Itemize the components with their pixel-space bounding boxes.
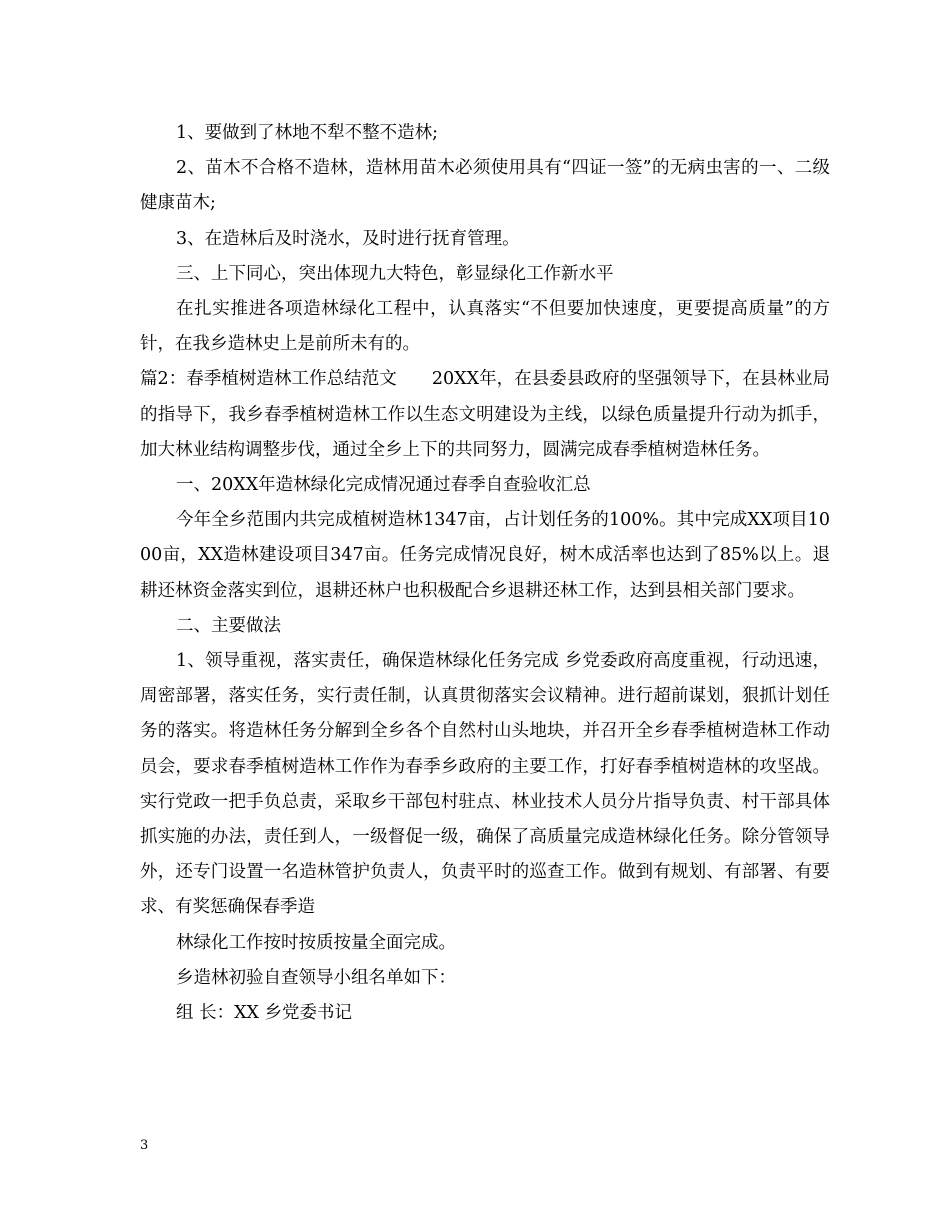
list-entry: 组 长：XX 乡党委书记: [176, 1003, 353, 1024]
section-heading: 三、上下同心，突出体现九大特色，彰显绿化工作新水平: [176, 263, 614, 284]
paragraph: 在扎实推进各项造林绿化工程中，认真落实“不但要加快速度，更要提高质量”的方针，在我乡造林史上是前所未有的。: [140, 299, 830, 355]
paragraph: 乡造林初验自查领导小组名单如下：: [176, 967, 456, 988]
paragraph: 3、在造林后及时浇水，及时进行抚育管理。: [176, 228, 520, 249]
paragraph: 1、领导重视，落实责任，确保造林绿化任务完成 乡党委政府高度重视，行动迅速，周密部署，落实任务，实行责任制，认真贯彻落实会议精神。进行超前谋划，狠抓计划任务的落实。将造林任务分解到全乡各个自然村山头地块，并召开全乡春季植树造林工作动员会，要求春季植树造林工作作为春季乡政府的主要工作，打好春季植树造林的攻坚战。实行党政一把手负总责，采取乡干部包村驻点、林业技术人员分片指导负责、村干部具体抓实施的办法，责任到人，一级督促一级，确保了高质量完成造林绿化任务。除分管领导外，还专门设置一名造林管护负责人，负责平时的巡查工作。做到有规划、有部署、有要求、有奖惩确保春季造: [140, 651, 830, 918]
paragraph: 2、苗木不合格不造林，造林用苗木必须使用具有“四证一签”的无病虫害的一、二级健康苗木;: [140, 158, 830, 214]
page-number: 3: [140, 1138, 149, 1153]
paragraph: 林绿化工作按时按质按量全面完成。: [176, 932, 456, 953]
article-heading-paragraph: 篇2：春季植树造林工作总结范文 20XX年，在县委县政府的坚强领导下，在县林业局的指导下，我乡春季植树造林工作以生态文明建设为主线，以绿色质量提升行动为抓手，加大林业结构调整步伐，通过全乡上下的共同努力，圆满完成春季植树造林任务。: [140, 369, 830, 460]
paragraph: 1、要做到了林地不犁不整不造林;: [176, 123, 439, 143]
section-heading: 一、20XX年造林绿化完成情况通过春季自查验收汇总: [176, 475, 591, 496]
section-heading: 二、主要做法: [176, 615, 281, 636]
paragraph: 今年全乡范围内共完成植树造林1347亩，占计划任务的100%。其中完成XX项目1000亩，XX造林建设项目347亩。任务完成情况良好，树木成活率也达到了85%以上。退耕还林资金落实到位，退耕还林户也积极配合乡退耕还林工作，达到县相关部门要求。: [140, 510, 830, 601]
document-body: [140, 116, 830, 1031]
